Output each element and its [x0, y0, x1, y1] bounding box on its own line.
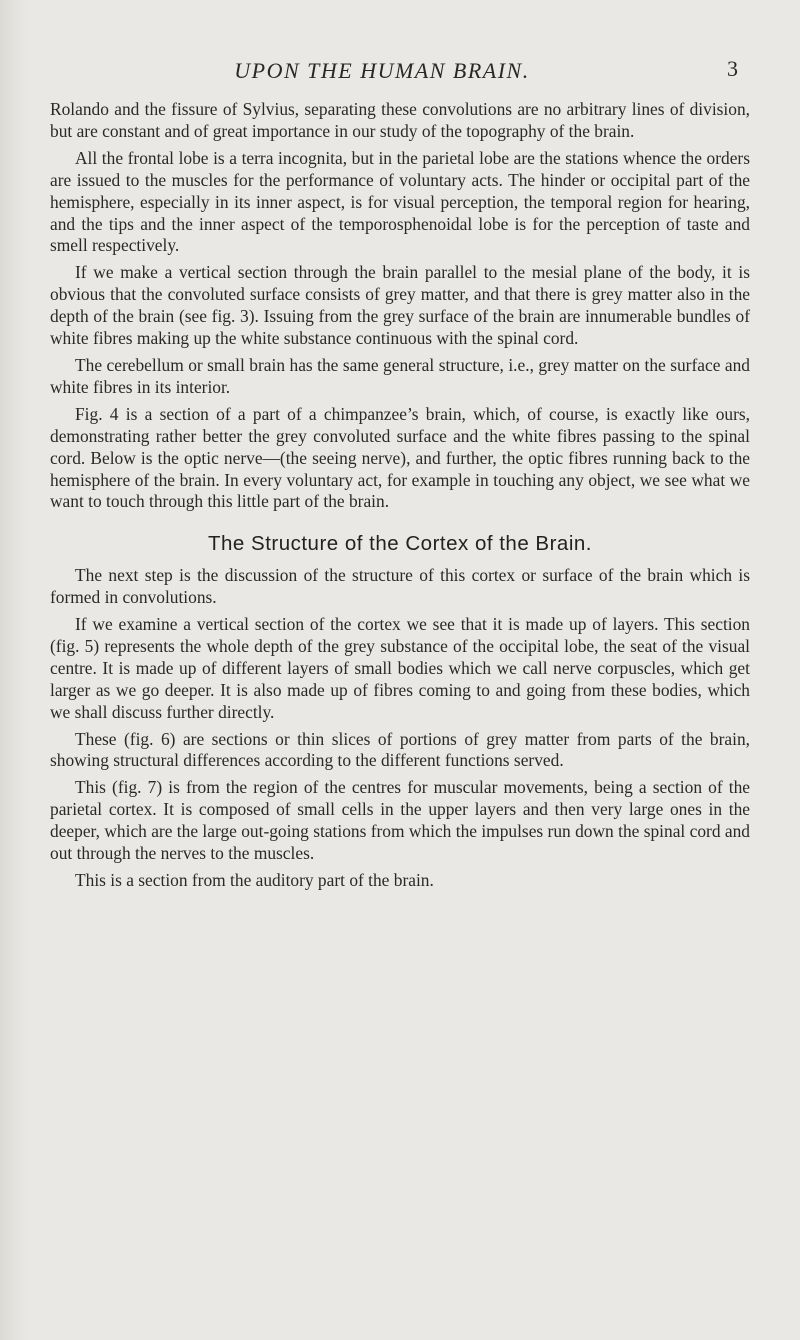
section-paragraph-3: These (fig. 6) are sections or thin slices of portions of grey matter from parts of the brain, showing structural differences according to the different functions served.: [50, 728, 750, 771]
section-paragraph-5: This is a section from the auditory part of the brain.: [75, 870, 434, 890]
page-gutter-shadow: [0, 0, 30, 1340]
paragraph-3: If we make a vertical section through the brain parallel to the mesial plane of the body, it is obvious that the convoluted surface consists of grey matter, and that there is grey matter also in the depth of the brain (see fig. 3). Issuing from the grey surface of the brain are innumerable bundles of white fibres making up the white substance continuous with the spinal cord.: [50, 262, 750, 349]
section-paragraph-1: The next step is the discussion of the structure of this cortex or surface of the brain which is formed in convolutions.: [50, 565, 750, 608]
section-heading: The Structure of the Cortex of the Brain.: [208, 532, 592, 556]
paragraph-2: All the frontal lobe is a terra incognita, but in the parietal lobe are the stations whence the orders are issued to the muscles for the performance of voluntary acts. The hinder or occipital part of the hemisphere, especially in its inner aspect, is for visual perception, the temporal region for hearing, and the tips and the inner aspect of the temporosphenoidal lobe is for the perception of taste and smell respectively.: [50, 147, 750, 256]
paragraph-4: The cerebellum or small brain has the same general structure, i.e., grey matter on the surface and white fibres in its interior.: [50, 354, 750, 397]
running-head-title: UPON THE HUMAN BRAIN.: [234, 58, 530, 83]
section-paragraph-2: If we examine a vertical section of the cortex we see that it is made up of layers. This section (fig. 5) represents the whole depth of the grey substance of the occipital lobe, the seat of the visual centre. It is made up of different layers of small bodies which we call nerve corpuscles, which get larger as we go deeper. It is also made up of fibres coming to and going from these bodies, which we shall discuss further directly.: [50, 614, 750, 722]
paragraph-5: Fig. 4 is a section of a part of a chimpanzee’s brain, which, of course, is exactly like ours, demonstrating rather better the grey convoluted surface and the white fibres passing to the spinal cord. Below is the optic nerve—(the seeing nerve), and further, the optic fibres running back to the hemisphere of the brain. In every voluntary act, for example in touching any object, we see what we want to touch through this little part of the brain.: [50, 403, 750, 512]
section-paragraph-4: This (fig. 7) is from the region of the centres for muscular movements, being a section of the parietal cortex. It is composed of small cells in the upper layers and then very large ones in the deeper, which are the large out-going stations from which the impulses run down the spinal cord and out through the nerves to the muscles.: [50, 777, 750, 864]
page-number: 3: [727, 56, 738, 81]
body-text: [50, 99, 750, 897]
paragraph-1: Rolando and the fissure of Sylvius, separating these convolutions are no arbitrary lines of division, but are constant and of great importance in our study of the topography of the brain.: [50, 99, 750, 141]
